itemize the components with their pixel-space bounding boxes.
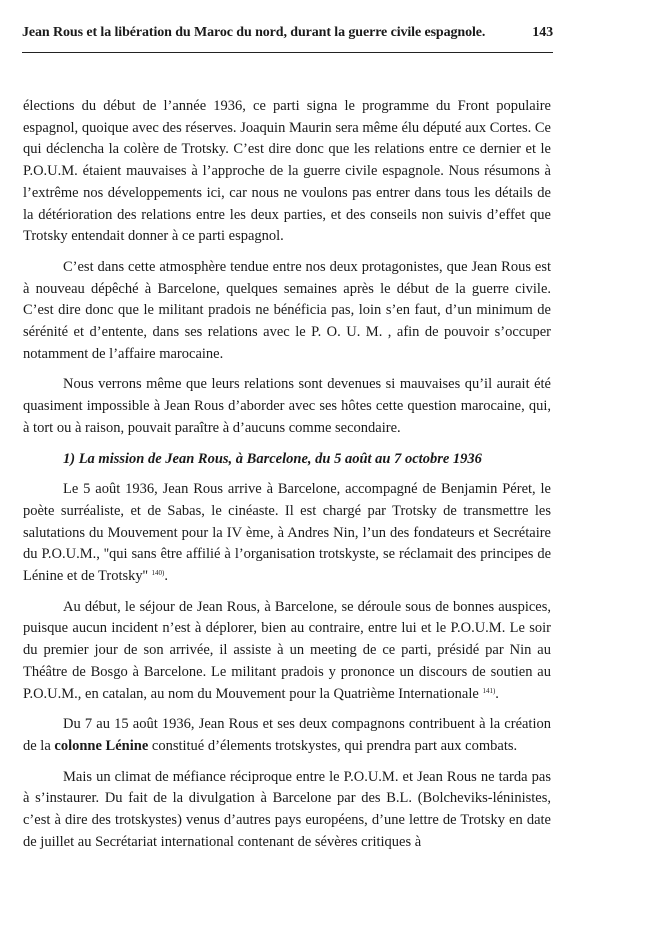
paragraph-4-text: Le 5 août 1936, Jean Rous arrive à Barcelone, accompagné de Benjamin Péret, le poète surréaliste, et de Sabas, le cinéaste. Il est chargé par Trotsky de transmettre les salutations du Mouvement pour la IV ème, à Andres Nin, l’un des fondateurs et Secrétaire du P.O.U.M., ''qui sans être affilié à l’organisation trotskyste, se réclamait des principes de Lénine et de Trotsky'' bbox=[23, 481, 551, 585]
paragraph-5: Au début, le séjour de Jean Rous, à Barcelone, se déroule sous de bonnes auspices, puisque aucun incident n’est à déplorer, bien au contraire, entre lui et le P.O.U.M. Le soir du premier jour de son arrivée, il assiste à un meeting de ce parti, présidé par Nin au Théâtre de Bosgo à Barcelone. Le militant pradois y prononce un discours de soutien au P.O.U.M., en catalan, au nom du Mouvement pour la Quatrième Internationale $^{141)}$. bbox=[23, 598, 551, 702]
section-subheading: 1) La mission de Jean Rous, à Barcelone, du 5 août au 7 octobre 1936 bbox=[63, 450, 482, 467]
colonne-lenine-bold: colonne Lénine bbox=[54, 737, 149, 754]
paragraph-4: Le 5 août 1936, Jean Rous arrive à Barcelone, accompagné de Benjamin Péret, le poète surréaliste, et de Sabas, le cinéaste. Il est chargé par Trotsky de transmettre les salutations du Mouvement pour la IV ème, à Andres Nin, l’un des fondateurs et Secrétaire du P.O.U.M., ''qui sans être affilié à l’organisation trotskyste, se réclamait des principes de Lénine et de Trotsky'' $^{140)}$. bbox=[23, 481, 551, 585]
paragraph-6 bbox=[23, 714, 551, 757]
paragraph-6-text-a: Du 7 au 15 août 1936, Jean Rous et ses deux compagnons contribuent à la création de la bbox=[23, 716, 551, 754]
footnote-ref-141[interactable]: 141) bbox=[482, 686, 496, 695]
paragraph-2: C’est dans cette atmosphère tendue entre nos deux protagonistes, que Jean Rous est à nouveau dépêché à Barcelone, quelques semaines après le début de la guerre civile. C’est dire donc que le militant pradois ne bénéficia pas, loin s’en faut, d’un minimum de sérénité et d’entente, dans ses relations avec le P. O. U. M. , afin de pouvoir s’occuper notamment de l’affaire marocaine. bbox=[23, 258, 551, 362]
body-text bbox=[23, 96, 551, 863]
paragraph-1: élections du début de l’année 1936, ce parti signa le programme du Front populaire espagnol, quoique avec des réserves. Joaquin Maurin sera même élu député aux Cortes. Ce qui déclencha la colère de Trotsky. C’est dire donc que les relations entre ce dernier et le P.O.U.M. étaient mauvaises à l’approche de la guerre civile espagnole. Nous résumons à l’extrême nos développements ici, car nous ne voulons pas entrer dans tous les détails de la détérioration des relations entre les deux parties, et des conseils non suivis d’effet que Trotsky entendait donner à ce parti espagnol. bbox=[23, 98, 551, 245]
header-rule bbox=[22, 52, 553, 53]
paragraph-7: Mais un climat de méfiance réciproque entre le P.O.U.M. et Jean Rous ne tarda pas à s’instaurer. Du fait de la divulgation à Barcelone par des B.L. (Bolcheviks-léninistes, c’est à dire des trotskystes) venus d’autres pays européens, d’une lettre de Trotsky en date de juillet au Secrétariat international contenant de sévères critiques à bbox=[23, 768, 551, 850]
page-number: 143 bbox=[532, 25, 553, 40]
running-header bbox=[22, 25, 553, 41]
paragraph-6-text-b: constitué d’élements trotskystes, qui prendra part aux combats. bbox=[148, 737, 518, 754]
paragraph-5-text: Au début, le séjour de Jean Rous, à Barcelone, se déroule sous de bonnes auspices, puisque aucun incident n’est à déplorer, bien au contraire, entre lui et le P.O.U.M. Le soir du premier jour de son arrivée, il assiste à un meeting de ce parti, présidé par Nin au Théâtre de Bosgo à Barcelone. Le militant pradois y prononce un discours de soutien au P.O.U.M., en catalan, au nom du Mouvement pour la Quatrième Internationale bbox=[23, 598, 551, 702]
paragraph-3: Nous verrons même que leurs relations sont devenues si mauvaises qu’il aurait été quasiment impossible à Jean Rous d’aborder avec ses hôtes cette question marocaine, qui, à tort ou à raison, pouvait paraître à d’aucuns comme secondaire. bbox=[23, 376, 551, 436]
footnote-ref-140[interactable]: 140) bbox=[151, 569, 165, 578]
running-title: Jean Rous et la libération du Maroc du nord, durant la guerre civile espagnole. bbox=[22, 25, 486, 40]
